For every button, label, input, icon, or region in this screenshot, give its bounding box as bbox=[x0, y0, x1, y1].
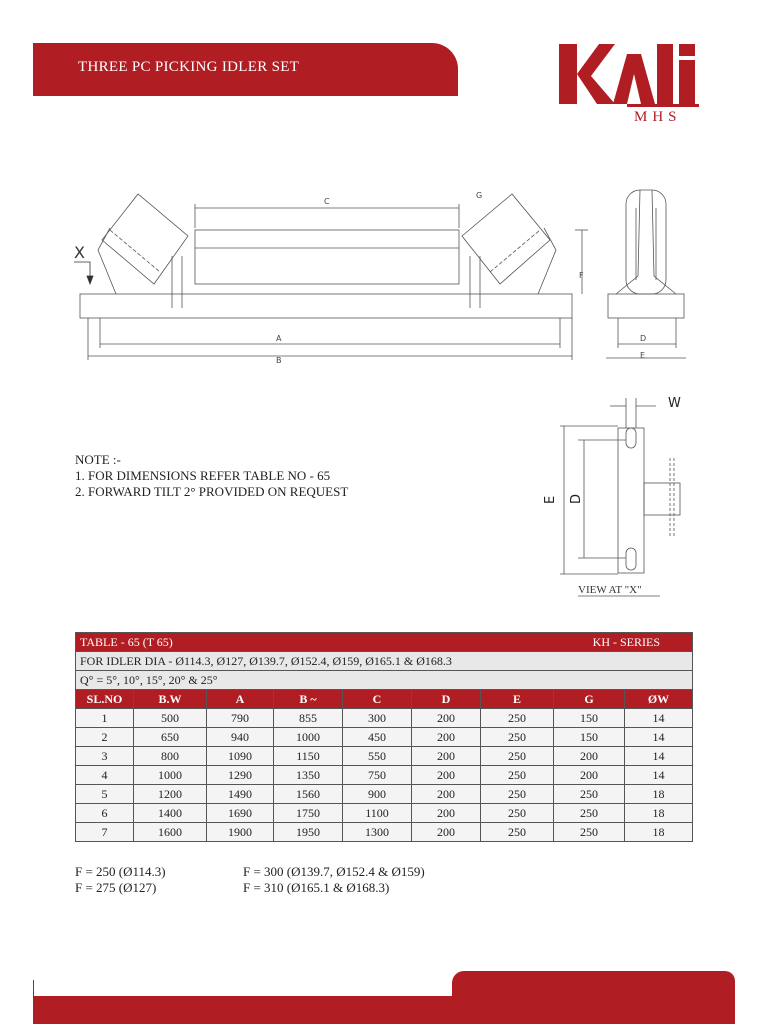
notes-heading: NOTE :- bbox=[75, 452, 121, 467]
cell: 250 bbox=[554, 823, 625, 842]
cell: 200 bbox=[412, 747, 481, 766]
table-angles-row bbox=[76, 671, 693, 690]
cell: 750 bbox=[343, 766, 412, 785]
col-header: C bbox=[343, 690, 412, 709]
notes bbox=[75, 452, 348, 500]
label-e: E bbox=[543, 495, 558, 504]
col-header: A bbox=[207, 690, 274, 709]
f-values bbox=[75, 864, 425, 896]
cell: 200 bbox=[412, 709, 481, 728]
cell: 7 bbox=[76, 823, 134, 842]
cell: 14 bbox=[625, 728, 693, 747]
cell: 250 bbox=[481, 785, 554, 804]
cell: 200 bbox=[554, 747, 625, 766]
cell: 500 bbox=[134, 709, 207, 728]
cell: 1900 bbox=[207, 823, 274, 842]
idler-assembly-drawing bbox=[70, 180, 700, 380]
cell: 250 bbox=[481, 823, 554, 842]
label-side-d: D bbox=[640, 334, 647, 343]
col-header: E bbox=[481, 690, 554, 709]
cell: 250 bbox=[554, 804, 625, 823]
cell: 1300 bbox=[343, 823, 412, 842]
cell: 1350 bbox=[274, 766, 343, 785]
note-item: 1. FOR DIMENSIONS REFER TABLE NO - 65 bbox=[75, 468, 331, 483]
col-header: ØW bbox=[625, 690, 693, 709]
table-row bbox=[76, 804, 693, 823]
cell: 1600 bbox=[134, 823, 207, 842]
cell: 18 bbox=[625, 785, 693, 804]
cell: 4 bbox=[76, 766, 134, 785]
label-d: D bbox=[569, 493, 584, 504]
cell: 1 bbox=[76, 709, 134, 728]
cell: 550 bbox=[343, 747, 412, 766]
logo-subtext: MHS bbox=[634, 109, 682, 125]
col-header: B ~ bbox=[274, 690, 343, 709]
cell: 200 bbox=[412, 804, 481, 823]
cell: 855 bbox=[274, 709, 343, 728]
cell: 200 bbox=[412, 766, 481, 785]
cell: 3 bbox=[76, 747, 134, 766]
col-header: G bbox=[554, 690, 625, 709]
f-value: F = 250 (Ø114.3) bbox=[75, 864, 166, 879]
cell: 900 bbox=[343, 785, 412, 804]
cell: 250 bbox=[481, 709, 554, 728]
col-header: D bbox=[412, 690, 481, 709]
view-at-x-drawing bbox=[540, 388, 700, 603]
cell: 650 bbox=[134, 728, 207, 747]
footer-accent-line bbox=[33, 980, 34, 996]
table-header-row bbox=[76, 690, 693, 709]
f-value: F = 300 (Ø139.7, Ø152.4 & Ø159) bbox=[243, 864, 425, 879]
cell: 14 bbox=[625, 747, 693, 766]
table-row bbox=[76, 728, 693, 747]
label-a: A bbox=[276, 334, 282, 343]
table-idler-dia-row bbox=[76, 652, 693, 671]
cell: 14 bbox=[625, 709, 693, 728]
label-b: B bbox=[276, 356, 282, 365]
page-title: THREE PC PICKING IDLER SET bbox=[78, 59, 300, 75]
cell: 200 bbox=[554, 766, 625, 785]
cell: 450 bbox=[343, 728, 412, 747]
cell: 200 bbox=[412, 728, 481, 747]
table-row bbox=[76, 785, 693, 804]
cell: 1490 bbox=[207, 785, 274, 804]
cell: 6 bbox=[76, 804, 134, 823]
header-banner bbox=[33, 43, 458, 96]
cell: 250 bbox=[554, 785, 625, 804]
table-title: TABLE - 65 (T 65) bbox=[80, 634, 173, 649]
cell: 14 bbox=[625, 766, 693, 785]
cell: 1200 bbox=[134, 785, 207, 804]
table-title-row bbox=[76, 633, 693, 652]
cell: 18 bbox=[625, 823, 693, 842]
cell: 1290 bbox=[207, 766, 274, 785]
cell: 200 bbox=[412, 823, 481, 842]
cell: 1090 bbox=[207, 747, 274, 766]
label-w: W bbox=[668, 396, 681, 411]
cell: 800 bbox=[134, 747, 207, 766]
label-g: G bbox=[476, 191, 483, 200]
cell: 250 bbox=[481, 728, 554, 747]
cell: 940 bbox=[207, 728, 274, 747]
cell: 150 bbox=[554, 728, 625, 747]
cell: 1150 bbox=[274, 747, 343, 766]
table-series: KH - SERIES bbox=[592, 634, 660, 649]
cell: 250 bbox=[481, 766, 554, 785]
cell: 2 bbox=[76, 728, 134, 747]
table-row bbox=[76, 709, 693, 728]
cell: 1000 bbox=[134, 766, 207, 785]
cell: 250 bbox=[481, 804, 554, 823]
footer-bar bbox=[33, 996, 735, 1024]
cell: 200 bbox=[412, 785, 481, 804]
idler-dia-text: FOR IDLER DIA - Ø114.3, Ø127, Ø139.7, Ø152.4, Ø159, Ø165.1 & Ø168.3 bbox=[76, 652, 693, 671]
cell: 150 bbox=[554, 709, 625, 728]
cell: 1690 bbox=[207, 804, 274, 823]
f-value: F = 275 (Ø127) bbox=[75, 880, 157, 895]
kali-mhs-logo bbox=[557, 40, 707, 125]
cell: 1750 bbox=[274, 804, 343, 823]
label-c: C bbox=[324, 197, 330, 206]
angles-text: Q° = 5°, 10°, 15°, 20° & 25° bbox=[76, 671, 693, 690]
view-caption: VIEW AT "X" bbox=[578, 584, 642, 596]
cell: 5 bbox=[76, 785, 134, 804]
col-header: SL.NO bbox=[76, 690, 134, 709]
table-row bbox=[76, 823, 693, 842]
label-f: F bbox=[579, 271, 584, 280]
f-value: F = 310 (Ø165.1 & Ø168.3) bbox=[243, 880, 390, 895]
dimension-table bbox=[75, 632, 693, 842]
cell: 1560 bbox=[274, 785, 343, 804]
cell: 18 bbox=[625, 804, 693, 823]
cell: 1400 bbox=[134, 804, 207, 823]
label-side-e: E bbox=[640, 351, 646, 360]
table-row bbox=[76, 747, 693, 766]
cell: 1950 bbox=[274, 823, 343, 842]
table-row bbox=[76, 766, 693, 785]
cell: 1100 bbox=[343, 804, 412, 823]
note-item: 2. FORWARD TILT 2° PROVIDED ON REQUEST bbox=[75, 484, 349, 499]
cell: 1000 bbox=[274, 728, 343, 747]
cell: 790 bbox=[207, 709, 274, 728]
cell: 250 bbox=[481, 747, 554, 766]
cell: 300 bbox=[343, 709, 412, 728]
col-header: B.W bbox=[134, 690, 207, 709]
label-x: X bbox=[74, 243, 85, 262]
